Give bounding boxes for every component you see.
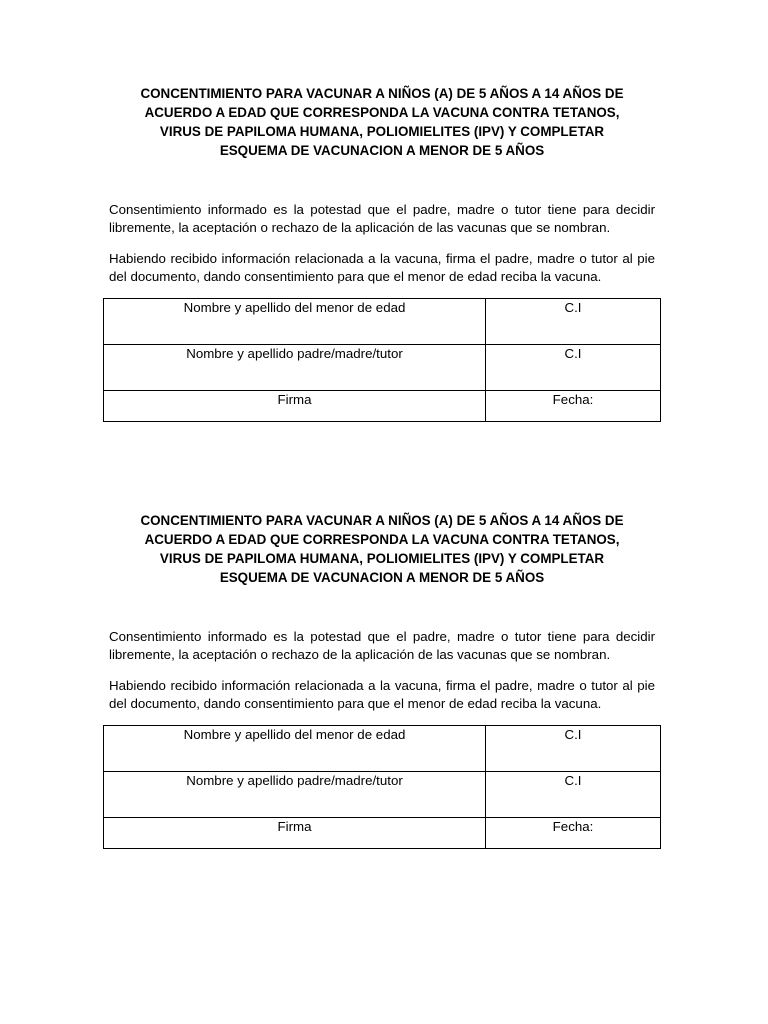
guardian-id-field[interactable]: C.I <box>486 772 661 818</box>
consent-statement-paragraph: Habiendo recibido información relacionada a la vacuna, firma el padre, madre o tutor al pie del documento, dando consentimiento para que el menor de edad reciba la vacuna. <box>109 251 655 284</box>
table-row <box>104 345 661 391</box>
guardian-name-field[interactable]: Nombre y apellido padre/madre/tutor <box>104 772 486 818</box>
consent-form-1 <box>103 84 661 422</box>
consent-statement-paragraph: Habiendo recibido información relacionada a la vacuna, firma el padre, madre o tutor al pie del documento, dando consentimiento para que el menor de edad reciba la vacuna. <box>109 678 655 711</box>
guardian-id-field[interactable]: C.I <box>486 345 661 391</box>
date-field[interactable]: Fecha: <box>486 391 661 422</box>
form-title <box>95 84 669 160</box>
title-line: VIRUS DE PAPILOMA HUMANA, POLIOMIELITES (IPV) Y COMPLETAR <box>159 551 605 566</box>
title-line: CONCENTIMIENTO PARA VACUNAR A NIÑOS (A) DE 5 AÑOS A 14 AÑOS DE <box>140 513 624 528</box>
guardian-name-field[interactable]: Nombre y apellido padre/madre/tutor <box>104 345 486 391</box>
minor-id-field[interactable]: C.I <box>486 299 661 345</box>
title-line: ESQUEMA DE VACUNACION A MENOR DE 5 AÑOS <box>219 143 545 158</box>
form-title <box>95 511 669 587</box>
minor-name-field[interactable]: Nombre y apellido del menor de edad <box>104 726 486 772</box>
table-row <box>104 772 661 818</box>
title-line: ESQUEMA DE VACUNACION A MENOR DE 5 AÑOS <box>219 570 545 585</box>
date-field[interactable]: Fecha: <box>486 818 661 849</box>
title-line: ACUERDO A EDAD QUE CORRESPONDA LA VACUNA CONTRA TETANOS, <box>144 532 620 547</box>
minor-name-field[interactable]: Nombre y apellido del menor de edad <box>104 299 486 345</box>
title-line: ACUERDO A EDAD QUE CORRESPONDA LA VACUNA CONTRA TETANOS, <box>144 105 620 120</box>
table-row <box>104 299 661 345</box>
consent-definition-paragraph: Consentimiento informado es la potestad que el padre, madre o tutor tiene para decidir libremente, la aceptación o rechazo de la aplicación de las vacunas que se nombran. <box>109 629 655 662</box>
signature-table <box>103 298 661 422</box>
table-row <box>104 818 661 849</box>
title-line: CONCENTIMIENTO PARA VACUNAR A NIÑOS (A) DE 5 AÑOS A 14 AÑOS DE <box>140 86 624 101</box>
consent-form-2 <box>103 511 661 849</box>
minor-id-field[interactable]: C.I <box>486 726 661 772</box>
table-row <box>104 391 661 422</box>
title-line: VIRUS DE PAPILOMA HUMANA, POLIOMIELITES (IPV) Y COMPLETAR <box>159 124 605 139</box>
signature-field[interactable]: Firma <box>104 818 486 849</box>
signature-table <box>103 725 661 849</box>
signature-field[interactable]: Firma <box>104 391 486 422</box>
consent-definition-paragraph: Consentimiento informado es la potestad que el padre, madre o tutor tiene para decidir libremente, la aceptación o rechazo de la aplicación de las vacunas que se nombran. <box>109 202 655 235</box>
table-row <box>104 726 661 772</box>
